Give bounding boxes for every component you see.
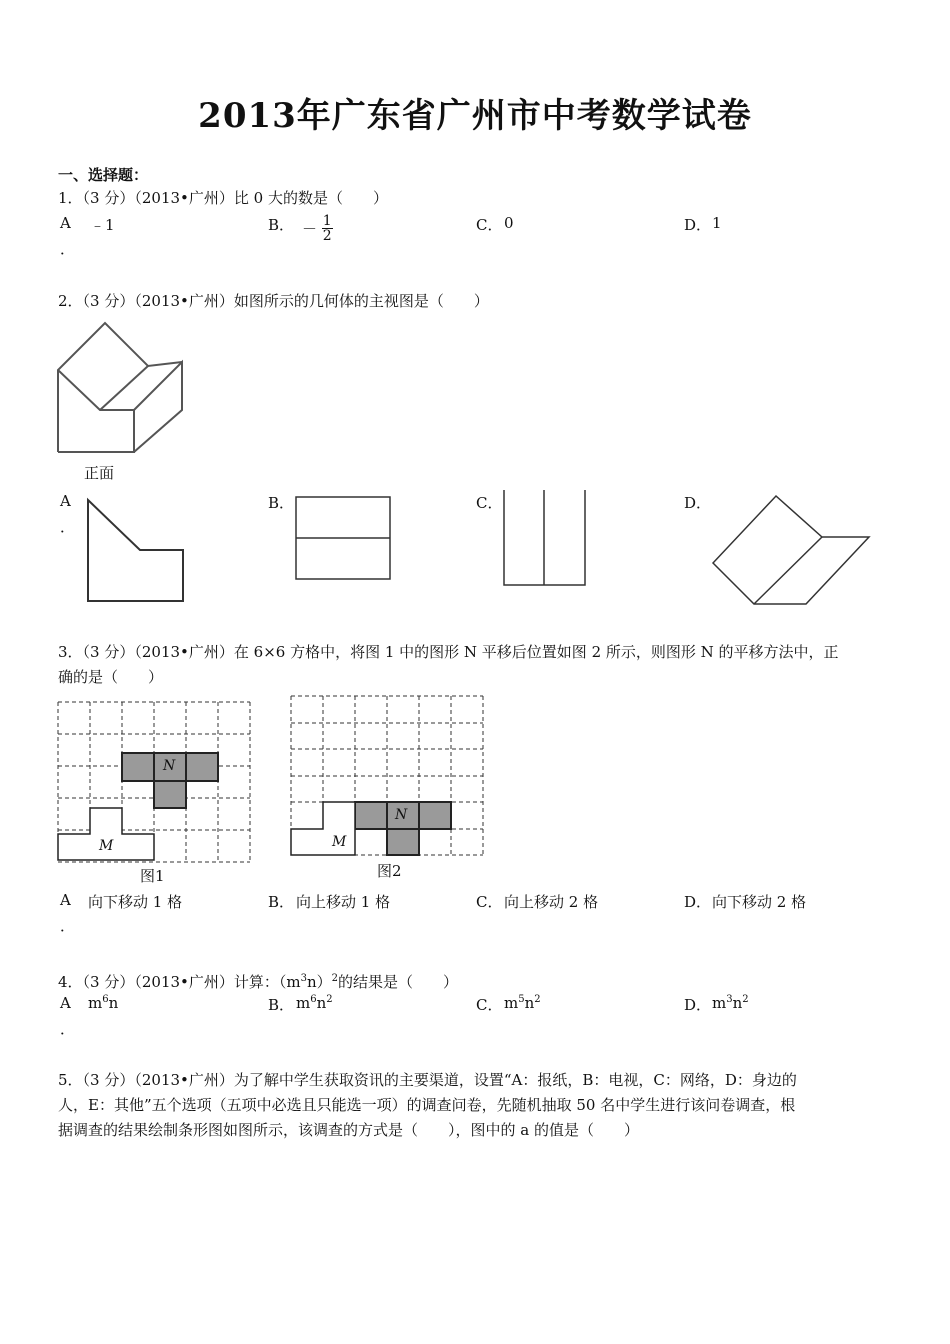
q3-option-c-label: C．: [476, 893, 503, 911]
q3-option-b-value: 向上移动 1 格: [296, 893, 391, 911]
q4-text-post: 的结果是（ ）: [338, 973, 459, 991]
q3-option-a-dot: ．: [60, 917, 76, 935]
q4-option-a-label: A: [60, 994, 71, 1012]
q2-option-c-label: C．: [476, 494, 503, 512]
q4-a-base-n: n: [108, 994, 119, 1012]
page-title: 2013年广东省广州市中考数学试卷: [198, 96, 752, 136]
q3-option-d-value: 向下移动 2 格: [712, 893, 807, 911]
q4-d-base-n: n: [732, 994, 743, 1012]
section-heading: 一、选择题：: [58, 166, 149, 184]
q3-fig2-m-label: M: [332, 834, 347, 850]
question-5-line3: 据调查的结果绘制条形图如图所示，该调查的方式是（ ），图中的 a 的值是（ ）: [58, 1121, 639, 1139]
q2-option-d-label: D．: [684, 494, 712, 512]
q2-option-a-label: A: [60, 492, 71, 510]
q3-option-b-label: B．: [268, 893, 295, 911]
q4-exp-1: 3: [300, 973, 307, 984]
question-5-line1: 5．（3 分）（2013•广州）为了解中学生获取资讯的主要渠道，设置“A：报纸，B：电视，C：网络，D：身边的: [58, 1071, 797, 1089]
q4-option-c-label: C．: [476, 996, 503, 1014]
question-4-text: [58, 966, 898, 995]
q1-option-d-value: 1: [712, 214, 722, 232]
question-1-text: 1．（3 分）（2013•广州）比 0 大的数是（ ）: [58, 189, 388, 207]
q4-option-a-value: [88, 994, 118, 1012]
q4-d-exp-n: 2: [742, 994, 749, 1005]
question-5-line2: 人，E：其他”五个选项（五项中必选且只能选一项）的调查问卷，先随机抽取 50 名中学生进行该问卷调查，根: [58, 1096, 796, 1114]
q3-fig1-n-label: N: [163, 758, 176, 774]
q4-option-b-label: B．: [268, 996, 295, 1014]
q4-b-exp-m: 6: [310, 994, 317, 1005]
q3-fig1-caption: 图1: [140, 867, 165, 885]
q4-b-exp-n: 2: [326, 994, 333, 1005]
question-3-line1: 3．（3 分）（2013•广州）在 6×6 方格中，将图 1 中的图形 N 平移后位置如图 2 所示，则图形 N 的平移方法中，正: [58, 643, 839, 661]
q4-c-base-n: n: [524, 994, 535, 1012]
q3-option-a-label: A: [60, 891, 71, 909]
q3-option-d-label: D．: [684, 893, 712, 911]
q4-b-base-n: n: [316, 994, 327, 1012]
question-2-text: 2．（3 分）（2013•广州）如图所示的几何体的主视图是（ ）: [58, 292, 489, 310]
q4-d-base-m: m: [712, 994, 727, 1012]
q3-fig1-m-label: M: [99, 838, 114, 854]
q4-c-exp-n: 2: [534, 994, 541, 1005]
q4-d-exp-m: 3: [726, 994, 733, 1005]
q4-option-b-value: [296, 994, 333, 1012]
q1-option-a-dot: ．: [60, 240, 76, 258]
q4-a-base-m: m: [88, 994, 103, 1012]
q2-front-label: 正面: [84, 464, 115, 482]
q2-option-a-dot: ．: [60, 518, 76, 536]
question-3-line2: 确的是（ ）: [58, 668, 164, 686]
q3-option-a-value: 向下移动 1 格: [88, 893, 183, 911]
q4-b-base-m: m: [296, 994, 311, 1012]
q4-option-d-value: [712, 994, 749, 1012]
q2-option-b-label: B．: [268, 494, 295, 512]
q4-exp-2: 2: [331, 973, 339, 984]
q4-text-mid: n）: [306, 973, 332, 991]
q4-option-d-label: D．: [684, 996, 712, 1014]
q1-b-sign: －: [302, 220, 318, 238]
q3-option-c-value: 向上移动 2 格: [504, 893, 599, 911]
q1-option-a-label: A: [60, 214, 71, 232]
q4-c-base-m: m: [504, 994, 519, 1012]
q4-option-c-value: [504, 994, 541, 1012]
q4-option-a-dot: ．: [60, 1020, 76, 1038]
q1-option-d-label: D．: [684, 216, 712, 234]
q1-option-b-label: B．: [268, 216, 295, 234]
q3-fig2-caption: 图2: [377, 862, 402, 880]
q1-b-denominator: 2: [322, 228, 332, 244]
q1-option-c-label: C．: [476, 216, 503, 234]
q3-fig2-n-label: N: [395, 807, 408, 823]
q1-option-c-value: 0: [504, 214, 514, 232]
q4-c-exp-m: 5: [518, 994, 525, 1005]
q1-option-a-value: ﹣1: [90, 216, 115, 234]
q4-text-pre: 4．（3 分）（2013•广州）计算：（m: [58, 973, 301, 991]
q4-a-exp-m: 6: [102, 994, 109, 1005]
q1-b-numerator: 1: [322, 213, 332, 229]
